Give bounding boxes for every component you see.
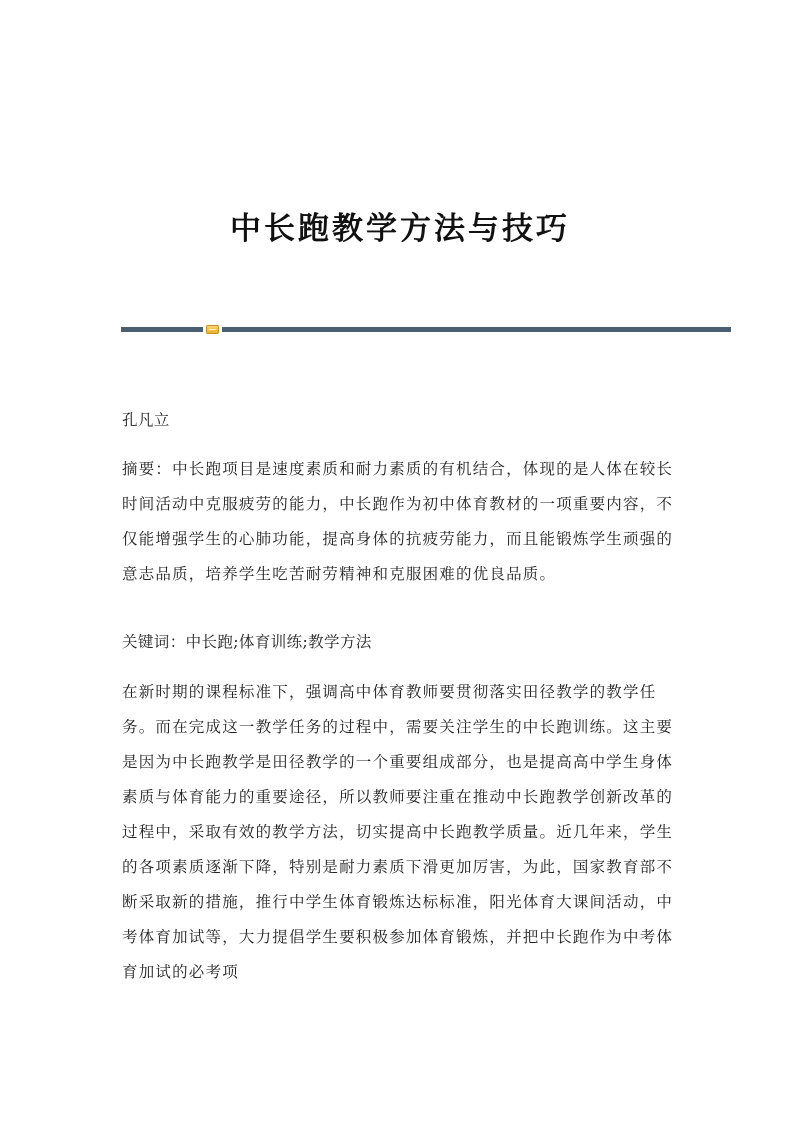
keywords-line: 关键词：中长跑;体育训练;教学方法 bbox=[122, 633, 372, 651]
body-paragraph: 在新时期的课程标准下，强调高中体育教师要贯彻落实田径教学的教学任务。而在完成这一教学任务的过程中，需要关注学生的中长跑训练。这主要是因为中长跑教学是田径教学的一个重要组成部分，也是提高高中学生身体素质与体育能力的重要途径，所以教师要注重在推动中长跑教学创新改革的过程中，采取有效的教学方法，切实提高中长跑教学质量。近几年来，学生的各项素质逐渐下降，特别是耐力素质下滑更加厉害，为此，国家教育部不断采取新的措施，推行中学生体育锻炼达标标准，阳光体育大课间活动，中考体育加试等，大力提倡学生要积极参加体育锻炼，并把中长跑作为中考体育加试的必考项 bbox=[122, 683, 674, 981]
title-divider bbox=[121, 325, 731, 334]
author-name: 孔凡立 bbox=[122, 411, 170, 429]
divider-bar-left bbox=[121, 327, 203, 332]
document-title: 中长跑教学方法与技巧 bbox=[230, 210, 570, 247]
divider-bar-right bbox=[222, 327, 731, 332]
divider-ornament-icon bbox=[206, 325, 219, 334]
abstract-paragraph: 摘要：中长跑项目是速度素质和耐力素质的有机结合，体现的是人体在较长时间活动中克服疲劳的能力，中长跑作为初中体育教材的一项重要内容，不仅能增强学生的心肺功能，提高身体的抗疲劳能力，而且能锻炼学生顽强的意志品质，培养学生吃苦耐劳精神和克服困难的优良品质。 bbox=[122, 460, 674, 583]
